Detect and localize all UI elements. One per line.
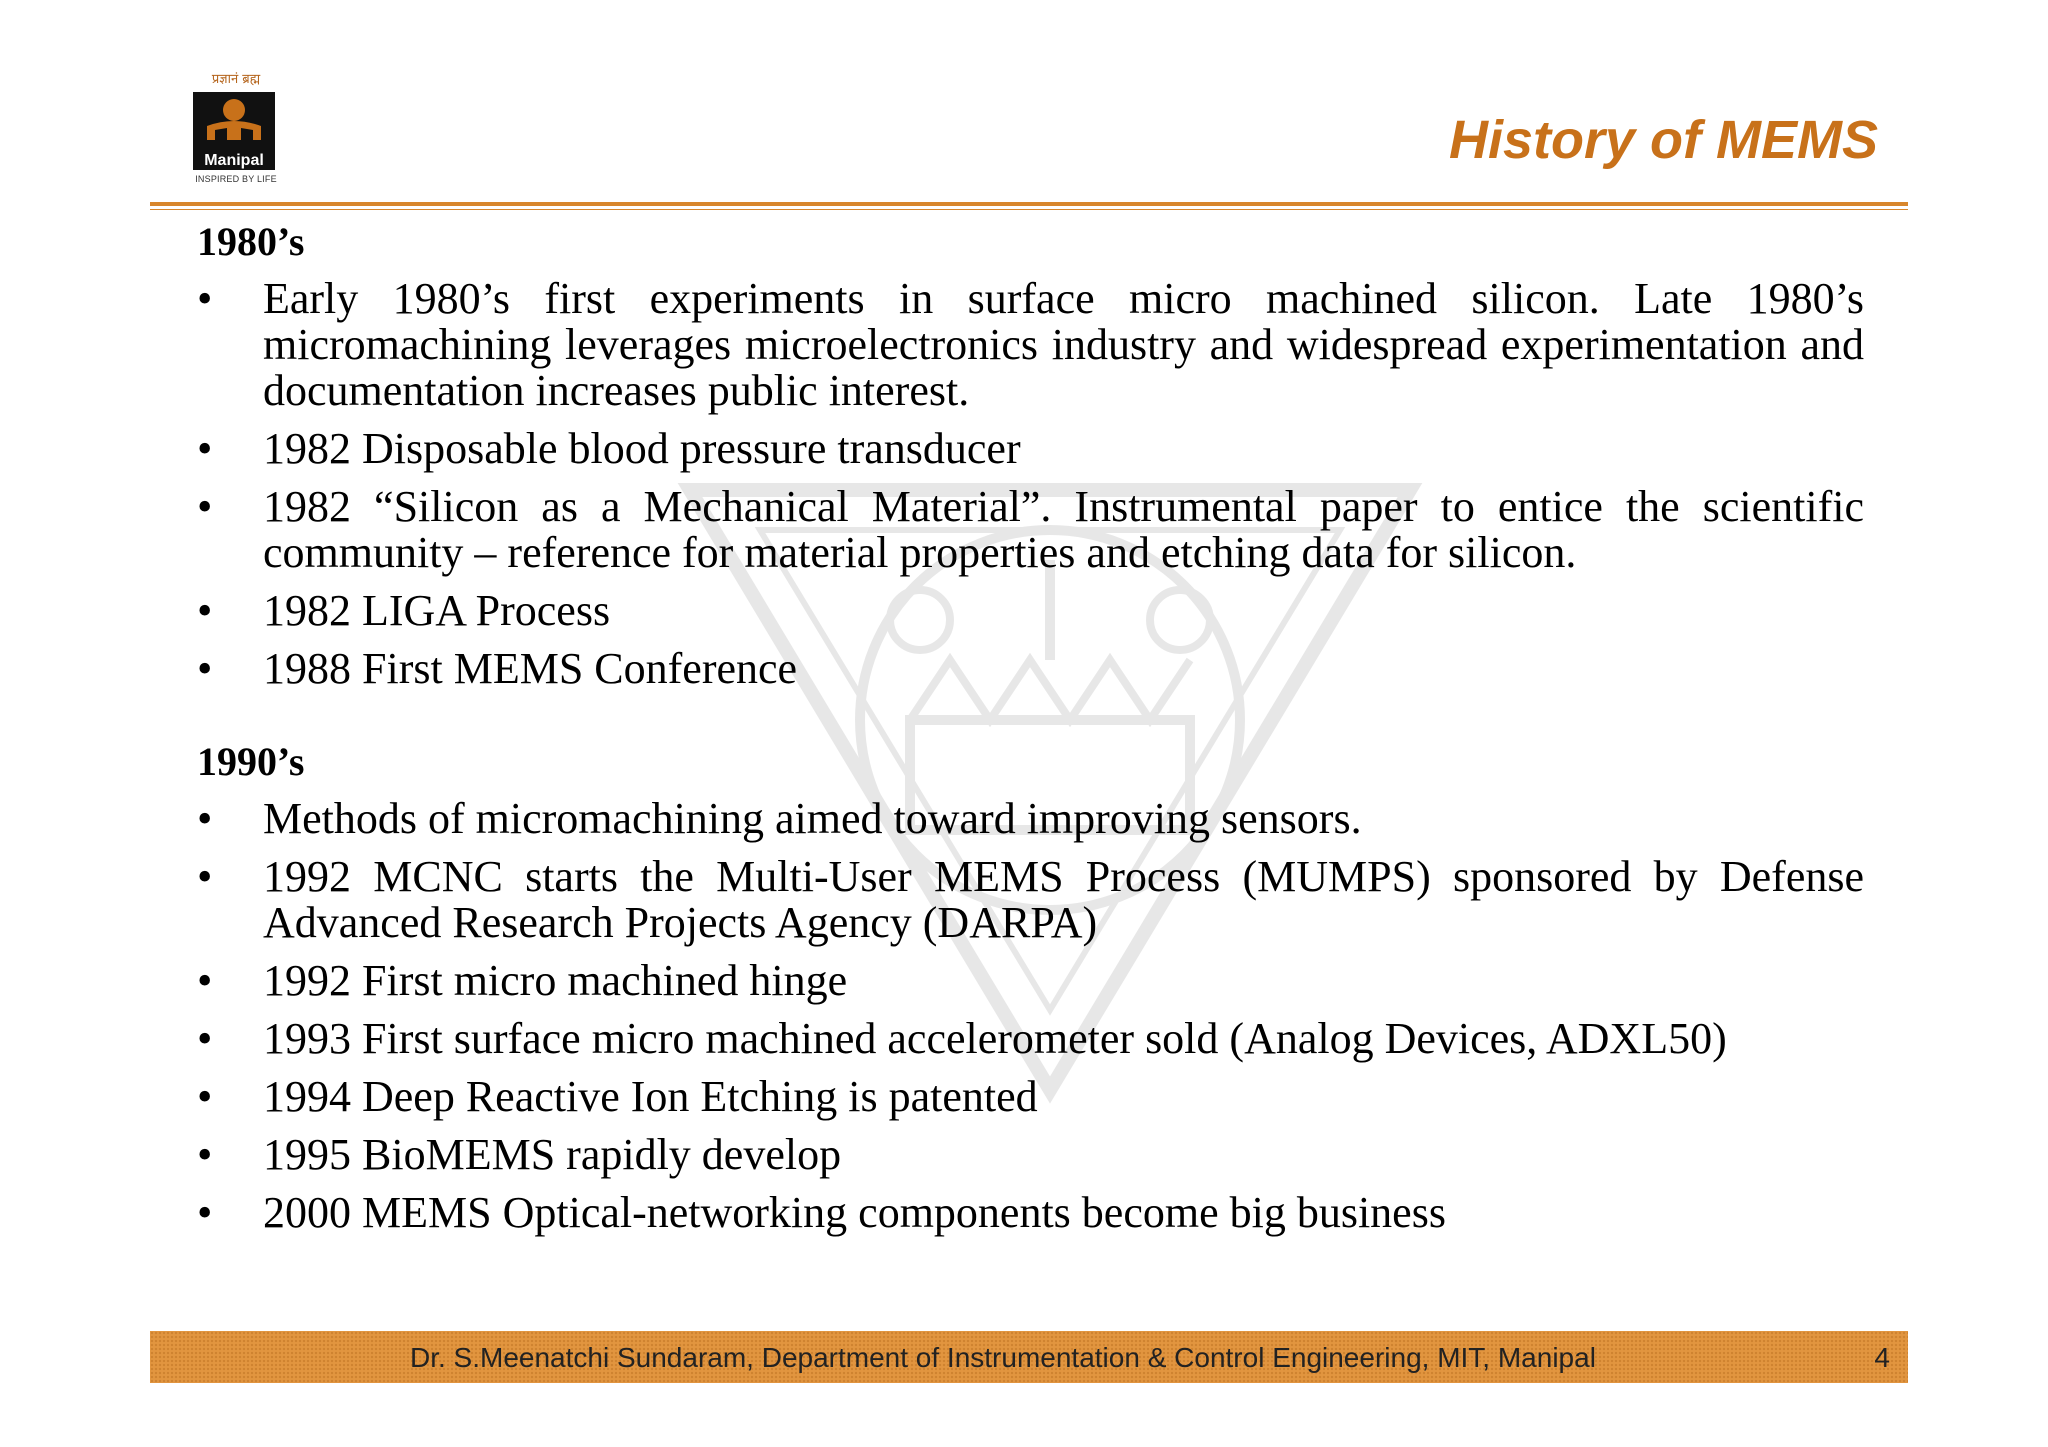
logo-tagline: INSPIRED BY LIFE <box>195 174 277 184</box>
section-1980s <box>197 220 1864 692</box>
bullet-icon: • <box>197 424 213 473</box>
logo-name: Manipal <box>204 152 264 169</box>
footer-credit: Dr. S.Meenatchi Sundaram, Department of Instrumentation & Control Engineering, MIT, Manipal <box>410 1342 1596 1373</box>
list-item <box>197 588 1864 634</box>
bullet-icon: • <box>197 274 213 323</box>
list-item-text: 1993 First surface micro machined accelerometer sold (Analog Devices, ADXL50) <box>263 1014 1727 1063</box>
list-item <box>197 426 1864 472</box>
list-item <box>197 1074 1864 1120</box>
list-item-text: 1992 First micro machined hinge <box>263 956 848 1005</box>
slide-title: History of MEMS <box>1448 110 1878 170</box>
bullet-icon: • <box>197 644 213 693</box>
header-rule <box>150 202 1908 206</box>
logo-motto: प्रज्ञानं ब्रह्म <box>211 72 261 87</box>
logo-mark-icon <box>193 92 275 152</box>
list-item-text: 1994 Deep Reactive Ion Etching is patented <box>263 1072 1038 1121</box>
bullet-icon: • <box>197 956 213 1005</box>
bullet-icon: • <box>197 794 213 843</box>
list-item-text: 1982 Disposable blood pressure transducer <box>263 424 1021 473</box>
section-spacer <box>197 692 1864 740</box>
list-item-text: 1982 “Silicon as a Mechanical Material”. Instrumental paper to entice the scientific community – reference for material properties and etching data for silicon. <box>263 482 1864 577</box>
bullet-icon: • <box>197 1188 213 1237</box>
section-heading: 1990’s <box>197 739 305 784</box>
bullet-list <box>197 796 1864 1236</box>
list-item <box>197 276 1864 414</box>
section-1990s <box>197 740 1864 1236</box>
manipal-logo <box>190 72 282 196</box>
list-item-text: 1982 LIGA Process <box>263 586 611 635</box>
list-item-text: Methods of micromachining aimed toward improving sensors. <box>263 794 1362 843</box>
bullet-list <box>197 276 1864 692</box>
bullet-icon: • <box>197 1072 213 1121</box>
list-item <box>197 1132 1864 1178</box>
list-item-text: 2000 MEMS Optical-networking components become big business <box>263 1188 1446 1237</box>
bullet-icon: • <box>197 852 213 901</box>
list-item <box>197 854 1864 946</box>
list-item <box>197 1190 1864 1236</box>
section-heading: 1980’s <box>197 219 305 264</box>
list-item <box>197 796 1864 842</box>
list-item-text: 1992 MCNC starts the Multi-User MEMS Process (MUMPS) sponsored by Defense Advanced Research Projects Agency (DARPA) <box>263 852 1864 947</box>
list-item <box>197 484 1864 576</box>
bullet-icon: • <box>197 1014 213 1063</box>
list-item <box>197 646 1864 692</box>
slide-footer <box>150 1331 1908 1383</box>
bullet-icon: • <box>197 482 213 531</box>
slide-content <box>197 220 1864 1236</box>
list-item-text: 1995 BioMEMS rapidly develop <box>263 1130 842 1179</box>
list-item-text: Early 1980’s first experiments in surface micro machined silicon. Late 1980’s micromachining leverages microelectronics industry and widespread experimentation and documentation increases public interest. <box>263 274 1864 415</box>
list-item <box>197 958 1864 1004</box>
header-rule-thin <box>150 209 1908 210</box>
list-item-text: 1988 First MEMS Conference <box>263 644 798 693</box>
bullet-icon: • <box>197 1130 213 1179</box>
bullet-icon: • <box>197 586 213 635</box>
list-item <box>197 1016 1864 1062</box>
page-number: 4 <box>1874 1342 1890 1373</box>
